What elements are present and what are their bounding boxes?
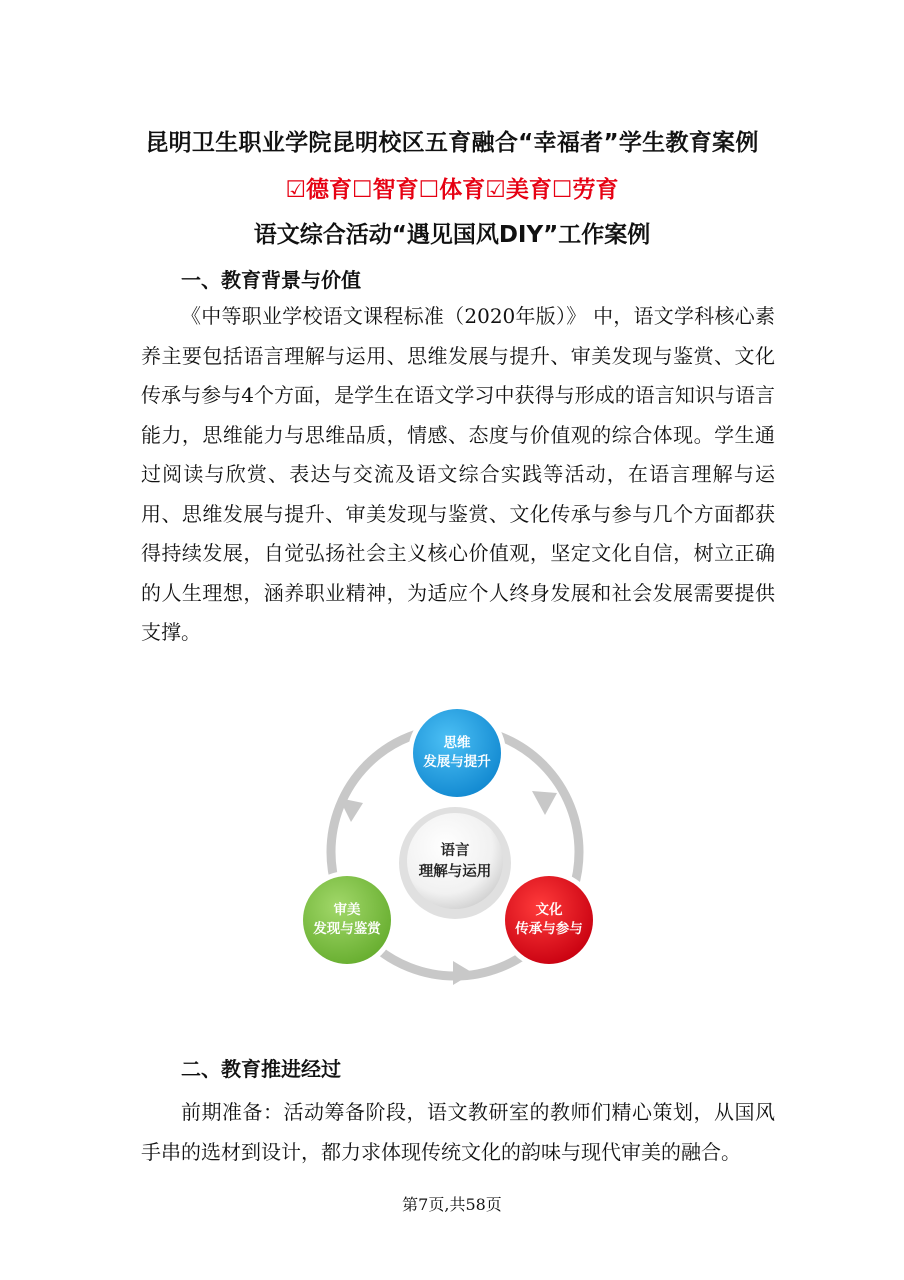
right-circle-label-line2: 传承与参与 [515,921,583,937]
section-paragraph-process: 前期准备：活动筹备阶段，语文教研室的教师们精心策划，从国风手串的选材到设计，都力求体现传统文化的韵味与现代审美的融合。 [141,1100,775,1164]
cycle-arrow-right [532,791,557,815]
left-circle-label-line2: 发现与鉴赏 [313,921,381,937]
center-circle-label-line2: 理解与运用 [418,864,492,880]
core-literacy-diagram [285,690,625,1010]
document-title: 昆明卫生职业学院昆明校区五育融合“幸福者”学生教育案例 [145,130,759,156]
right-circle-label-line1: 文化 [535,902,563,918]
section-heading-process: 二、教育推进经过 [181,1057,341,1081]
education-categories: ☑德育☐智育☐体育☑美育☐劳育 [285,177,619,203]
document-subtitle: 语文综合活动“遇见国风DIY”工作案例 [253,222,651,248]
section-heading-background: 一、教育背景与价值 [181,268,361,292]
center-circle-label-line1: 语言 [440,843,470,859]
section-paragraph-background: 《中等职业学校语文课程标准（2020年版）》 中，语文学科核心素养主要包括语言理解与运用、思维发展与提升、审美发现与鉴赏、文化传承与参与4个方面，是学生在语文学习中获得与形成的语言知识与语言能力，思维能力与思维品质，情感、态度与价值观的综合体现。学生通过阅读与欣赏、表达与交流及语文综合实践等活动，在语言理解与运用、思维发展与提升、审美发现与鉴赏、文化传承与参与几个方面都获得持续发展，自觉弘扬社会主义核心价值观，坚定文化自信，树立正确的人生理想，涵养职业精神，为适应个人终身发展和社会发展需要提供支撑。 [141,304,775,644]
left-circle-label-line1: 审美 [333,902,361,918]
top-circle-label [407,734,507,772]
center-circle-label [395,841,515,883]
right-circle-label [499,901,599,939]
top-circle-label-line1: 思维 [443,735,471,751]
cycle-arrow-bottom [453,961,473,985]
top-circle-label-line2: 发展与提升 [423,754,491,770]
left-circle-label [297,901,397,939]
page-number-footer: 第7页,共58页 [402,1195,502,1214]
